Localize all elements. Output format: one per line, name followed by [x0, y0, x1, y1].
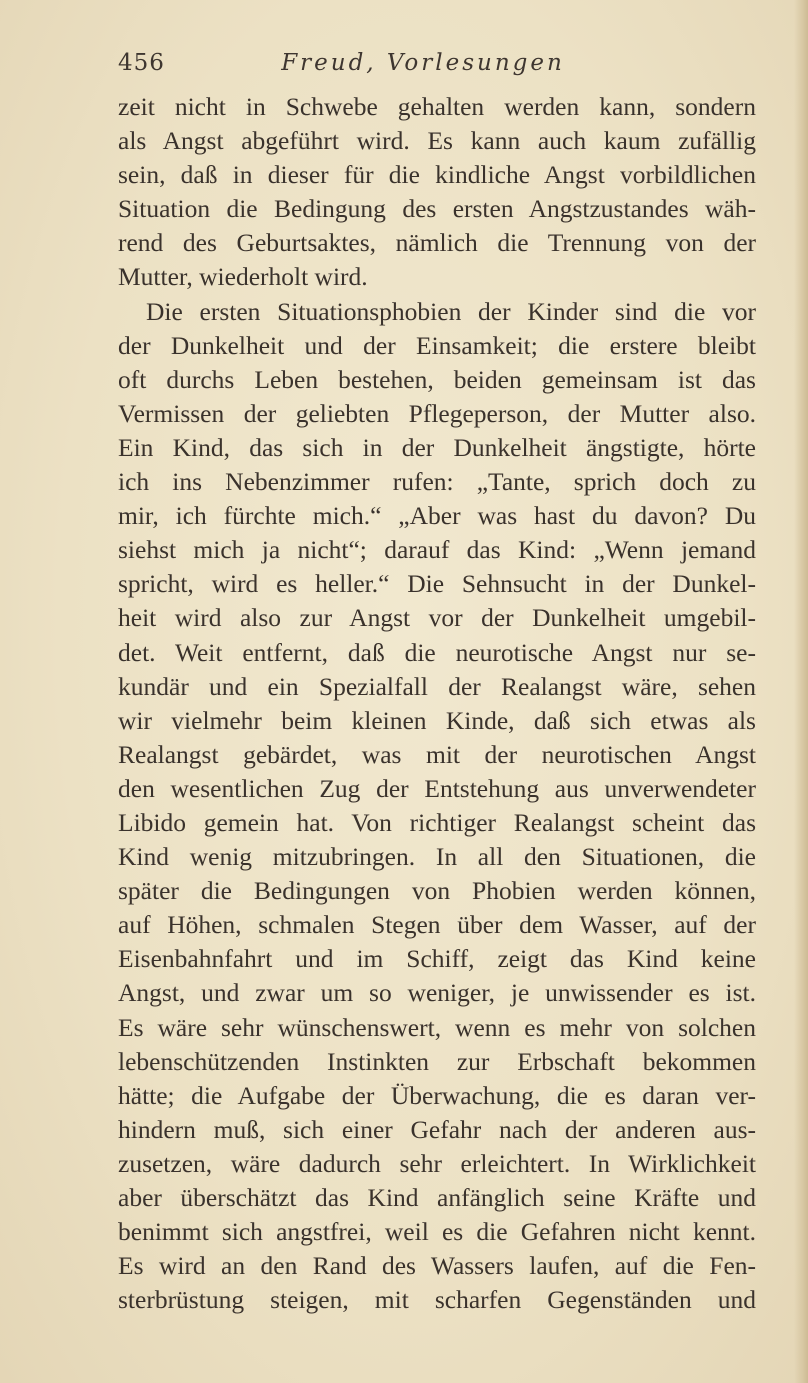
text-line: zusetzen, wäre dadurch sehr erleichtert. In Wirklichkeit: [118, 1148, 756, 1178]
text-line: Ein Kind, das sich in der Dunkelheit ängstigte, hörte: [118, 432, 756, 462]
running-title: Freud, Vorlesungen: [281, 50, 565, 76]
text-line: auf Höhen, schmalen Stegen über dem Wasser, auf der: [118, 910, 756, 940]
text-line: mir, ich fürchte mich.“ „Aber was hast du davon? Du: [118, 501, 756, 531]
text-line: Eisenbahnfahrt und im Schiff, zeigt das Kind keine: [118, 944, 756, 974]
text-line: der Dunkelheit und der Einsamkeit; die erstere bleibt: [118, 330, 756, 360]
body-text: [118, 90, 756, 1317]
text-line: hätte; die Aufgabe der Überwachung, die es daran ver-: [118, 1080, 756, 1110]
text-line: Libido gemein hat. Von richtiger Realangst scheint das: [118, 807, 756, 837]
text-line: Mutter, wiederholt wird.: [118, 262, 368, 292]
text-line: sein, daß in dieser für die kindliche Angst vorbildlichen: [118, 160, 756, 190]
text-line: heit wird also zur Angst vor der Dunkelheit umgebil-: [118, 603, 756, 633]
text-line: den wesentlichen Zug der Entstehung aus unverwendeter: [118, 773, 756, 803]
text-line: siehst mich ja nicht“; darauf das Kind: „Wenn jemand: [118, 535, 756, 565]
text-line: aber überschätzt das Kind anfänglich seine Kräfte und: [118, 1183, 756, 1212]
text-line: Die ersten Situationsphobien der Kinder sind die vor: [146, 296, 756, 326]
text-line: lebenschützenden Instinkten zur Erbschaft bekommen: [118, 1046, 756, 1076]
page-number: 456: [118, 50, 165, 76]
text-line: benimmt sich angstfrei, weil es die Gefahren nicht kennt.: [118, 1217, 756, 1247]
text-line: Vermissen der geliebten Pflegeperson, der Mutter also.: [118, 398, 756, 428]
text-line: sterbrüstung steigen, mit scharfen Gegenständen und: [118, 1285, 756, 1315]
page-header: [118, 50, 758, 84]
text-line: ich ins Nebenzimmer rufen: „Tante, sprich doch zu: [118, 467, 756, 497]
text-line: oft durchs Leben bestehen, beiden gemeinsam ist das: [118, 364, 756, 394]
page-edge: [794, 0, 808, 1383]
text-line: kundär und ein Spezialfall der Realangst wäre, sehen: [118, 671, 756, 701]
text-line: det. Weit entfernt, daß die neurotische Angst nur se-: [118, 637, 756, 667]
text-line: rend des Geburtsaktes, nämlich die Trennung von der: [118, 228, 756, 258]
text-line: Kind wenig mitzubringen. In all den Situationen, die: [118, 842, 756, 872]
text-line: wir vielmehr beim kleinen Kinde, daß sich etwas als: [118, 705, 756, 735]
text-line: Realangst gebärdet, was mit der neurotischen Angst: [118, 739, 756, 769]
text-line: Angst, und zwar um so weniger, je unwissender es ist.: [118, 978, 756, 1008]
text-line: hindern muß, sich einer Gefahr nach der anderen aus-: [118, 1114, 756, 1144]
text-line: Es wird an den Rand des Wassers laufen, auf die Fen-: [118, 1251, 756, 1281]
text-line: spricht, wird es heller.“ Die Sehnsucht in der Dunkel-: [118, 569, 756, 599]
text-line: als Angst abgeführt wird. Es kann auch kaum zufällig: [118, 126, 756, 156]
text-line: später die Bedingungen von Phobien werden können,: [118, 876, 756, 906]
text-line: Situation die Bedingung des ersten Angstzustandes wäh-: [118, 194, 756, 224]
text-line: Es wäre sehr wünschenswert, wenn es mehr von solchen: [118, 1012, 756, 1042]
text-line: zeit nicht in Schwebe gehalten werden kann, sondern: [118, 92, 756, 121]
